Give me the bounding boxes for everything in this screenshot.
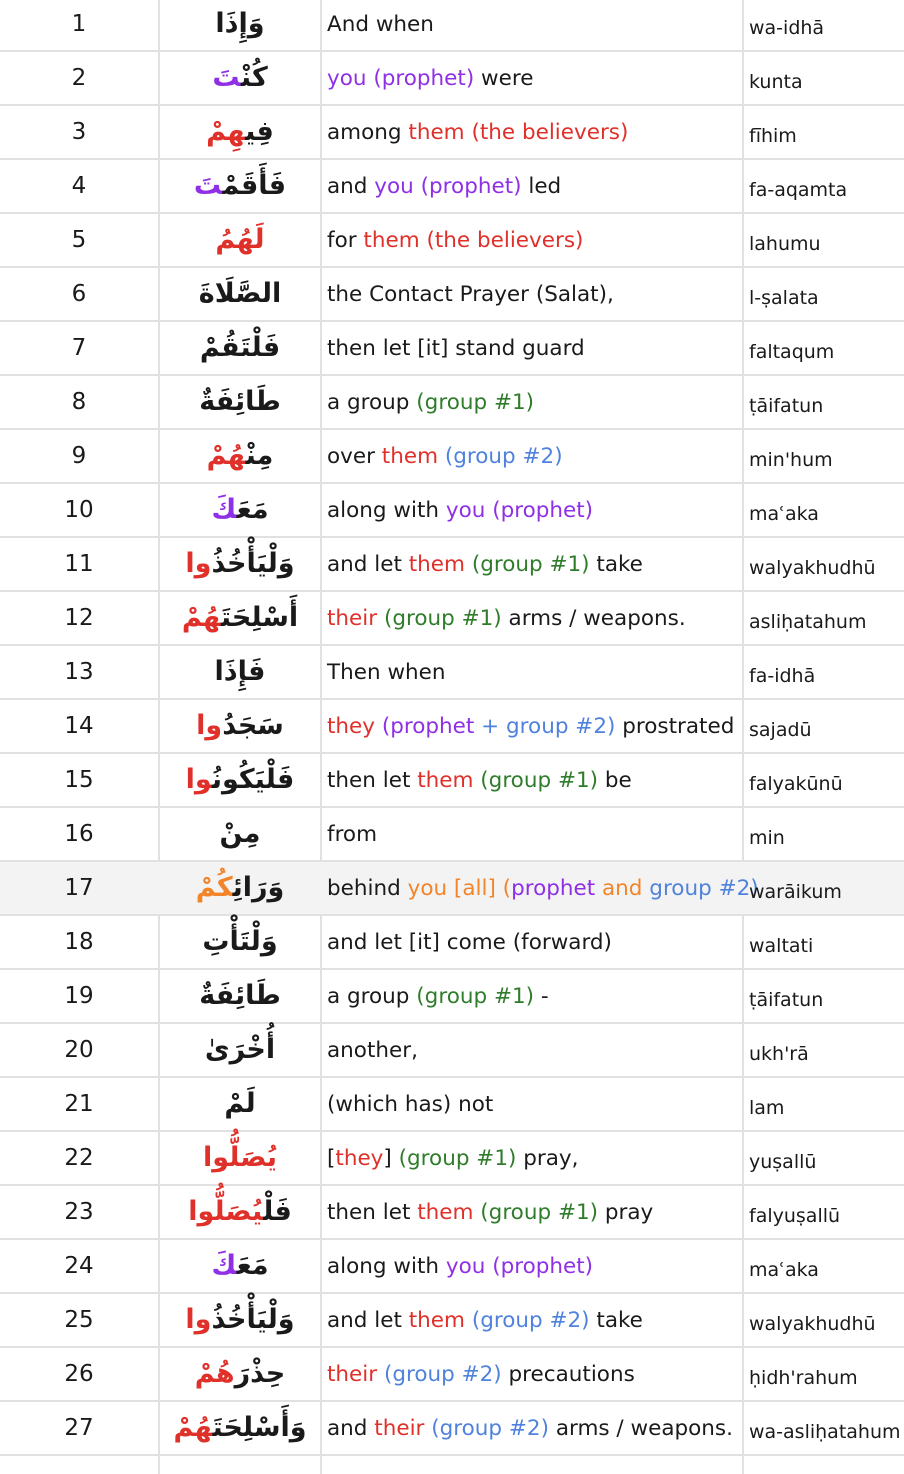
english-meaning-segment: precautions — [501, 1362, 635, 1387]
arabic-word — [160, 376, 320, 428]
arabic-word-segment: كُنْ — [240, 62, 268, 93]
english-meaning-segment: you (prophet) — [327, 66, 475, 91]
english-meaning — [322, 1024, 742, 1076]
arabic-word — [160, 484, 320, 536]
arabic-word-segment: هُمْ — [206, 440, 246, 471]
verse-word-number: 5 — [71, 227, 87, 253]
arabic-word — [160, 808, 320, 860]
english-meaning-segment: pray, — [516, 1146, 579, 1171]
arabic-word-segment: وا — [196, 710, 223, 741]
verse-word-number: 13 — [64, 659, 94, 685]
verse-word-number: 27 — [64, 1415, 94, 1441]
arabic-word — [160, 970, 320, 1022]
arabic-word-segment: تَ — [212, 62, 241, 93]
english-meaning-segment: they — [327, 714, 382, 739]
verse-word-number: 18 — [64, 929, 94, 955]
table-row — [0, 1294, 904, 1348]
verse-word-number: 1 — [71, 11, 87, 37]
transliteration: falyuṣallū — [749, 1205, 841, 1227]
arabic-word-segment: وا — [185, 764, 212, 795]
arabic-word — [160, 1078, 320, 1130]
table-row — [0, 538, 904, 592]
english-meaning-segment: you (prophet) — [445, 1254, 594, 1279]
verse-word-number: 20 — [64, 1037, 94, 1063]
english-meaning — [322, 916, 742, 968]
english-meaning-segment: them — [417, 768, 481, 793]
english-meaning — [322, 484, 742, 536]
table-row — [0, 106, 904, 160]
verse-word-number: 10 — [64, 497, 94, 523]
english-meaning — [322, 1348, 742, 1400]
arabic-word — [160, 268, 320, 320]
verse-word-number: 21 — [64, 1091, 94, 1117]
english-meaning-segment: (which has) not — [327, 1092, 494, 1117]
verse-word-number: 12 — [64, 605, 94, 631]
english-meaning-segment: another, — [327, 1038, 418, 1063]
arabic-word — [160, 592, 320, 644]
english-meaning — [322, 160, 742, 212]
english-meaning-segment: were — [474, 66, 534, 91]
arabic-word — [160, 1186, 320, 1238]
english-meaning — [322, 0, 742, 50]
english-meaning-segment: (group #2) — [471, 1308, 590, 1333]
arabic-word-segment: هُمْ — [173, 1412, 213, 1443]
arabic-word — [160, 52, 320, 104]
english-meaning-segment: and — [595, 876, 650, 901]
arabic-word-segment: هُمْ — [181, 602, 221, 633]
english-meaning-segment: (group #1) — [480, 1200, 599, 1225]
arabic-word — [160, 646, 320, 698]
verse-word-number: 2 — [71, 65, 87, 91]
arabic-word — [160, 862, 320, 914]
table-row — [0, 970, 904, 1024]
english-meaning — [322, 268, 742, 320]
english-meaning-segment: Then when — [327, 660, 446, 685]
english-meaning-segment: along with — [327, 498, 446, 523]
english-meaning — [322, 754, 742, 806]
arabic-word — [160, 916, 320, 968]
english-meaning-segment: (group #1) — [416, 984, 535, 1009]
table-row — [0, 214, 904, 268]
english-meaning — [322, 106, 742, 158]
transliteration: kunta — [749, 71, 803, 93]
arabic-word — [160, 700, 320, 752]
english-meaning-segment: their — [327, 1362, 384, 1387]
arabic-word-segment: كَ — [211, 494, 237, 525]
table-row — [0, 430, 904, 484]
table-row — [0, 1402, 904, 1456]
table-row — [0, 592, 904, 646]
arabic-word — [160, 1348, 320, 1400]
verse-word-number: 6 — [71, 281, 87, 307]
english-meaning-segment: arms / weapons. — [548, 1416, 733, 1441]
arabic-word — [160, 0, 320, 50]
english-meaning — [322, 1132, 742, 1184]
english-meaning — [322, 376, 742, 428]
english-meaning-segment: take — [589, 1308, 643, 1333]
arabic-word — [160, 214, 320, 266]
table-row — [0, 376, 904, 430]
english-meaning-segment: their — [327, 606, 384, 631]
arabic-word-segment: فَلْتَقُمْ — [199, 332, 281, 363]
english-meaning — [322, 538, 742, 590]
transliteration: wa-asliḥatahum — [749, 1421, 901, 1443]
english-meaning-segment: (group #1) — [398, 1146, 517, 1171]
english-meaning-segment: they — [335, 1146, 384, 1171]
verse-word-number: 25 — [64, 1307, 94, 1333]
transliteration: l-ṣalata — [749, 287, 819, 309]
english-meaning — [322, 430, 742, 482]
english-meaning-segment: arms / weapons. — [501, 606, 686, 631]
english-meaning — [322, 322, 742, 374]
arabic-word-segment: وَلْيَأْخُذُ — [211, 1304, 295, 1335]
table-row — [0, 1078, 904, 1132]
table-row — [0, 646, 904, 700]
table-row — [0, 1024, 904, 1078]
arabic-word-segment: يُصَلُّوا — [188, 1196, 264, 1227]
arabic-word-segment: وا — [185, 548, 212, 579]
arabic-word-segment: مِنْ — [245, 440, 274, 471]
english-meaning-segment: (group #2) — [444, 444, 563, 469]
arabic-word-segment: مِنْ — [219, 818, 261, 849]
english-meaning-segment: (group #2) — [431, 1416, 549, 1441]
arabic-word-segment: أُخْرَىٰ — [204, 1034, 276, 1065]
transliteration: fa-idhā — [749, 665, 816, 687]
table-row — [0, 1240, 904, 1294]
transliteration: ukh'rā — [749, 1043, 809, 1065]
arabic-word-segment: فِي — [245, 116, 274, 147]
english-meaning-segment: and — [327, 174, 375, 199]
arabic-word-segment: وَلْتَأْتِ — [202, 926, 278, 957]
table-row — [0, 1132, 904, 1186]
arabic-word-segment: حِذْرَ — [234, 1358, 286, 1389]
english-meaning-segment: you [all] ( — [407, 876, 512, 901]
transliteration: min'hum — [749, 449, 833, 471]
english-meaning-segment: a group — [327, 390, 417, 415]
transliteration: walyakhudhū — [749, 1313, 876, 1335]
table-row — [0, 1348, 904, 1402]
arabic-word-segment: لَهُمُ — [215, 224, 265, 255]
english-meaning-segment: their — [374, 1416, 432, 1441]
table-row — [0, 808, 904, 862]
verse-word-number: 3 — [71, 119, 87, 145]
table-row — [0, 0, 904, 52]
transliteration: ḥidh'rahum — [749, 1367, 858, 1389]
english-meaning — [322, 1402, 742, 1454]
table-row — [0, 1186, 904, 1240]
english-meaning-segment: (group #1) — [416, 390, 535, 415]
arabic-word-segment: فَلْ — [263, 1196, 292, 1227]
arabic-word-segment: تَ — [193, 170, 223, 201]
transliteration: wa-idhā — [749, 17, 825, 39]
english-meaning-segment: from — [327, 822, 378, 847]
english-meaning-segment: them — [408, 1308, 472, 1333]
transliteration: ṭāifatun — [749, 395, 824, 417]
english-meaning-segment: for — [327, 228, 364, 253]
english-meaning-segment: then let — [327, 1200, 418, 1225]
arabic-word-segment: الصَّلَاةَ — [198, 278, 282, 309]
arabic-word-segment: هُمْ — [194, 1358, 235, 1389]
english-meaning-segment: and let — [327, 552, 409, 577]
english-meaning-segment: + group #2) — [474, 714, 616, 739]
transliteration: falyakūnū — [749, 773, 843, 795]
table-row — [0, 52, 904, 106]
arabic-word-segment: هِمْ — [206, 116, 246, 147]
table-row — [0, 484, 904, 538]
english-meaning — [322, 1294, 742, 1346]
arabic-word-segment: وَإِذَا — [215, 8, 265, 39]
verse-word-number: 15 — [64, 767, 94, 793]
verse-word-number: 24 — [64, 1253, 94, 1279]
english-meaning-segment: And when — [327, 12, 434, 37]
transliteration: ṭāifatun — [749, 989, 824, 1011]
english-meaning — [322, 862, 759, 914]
english-meaning-segment: (prophet — [381, 714, 475, 739]
english-meaning-segment: and let [it] come (forward) — [327, 930, 612, 955]
arabic-word — [160, 430, 320, 482]
english-meaning — [322, 52, 742, 104]
transliteration: lahumu — [749, 233, 821, 255]
arabic-word — [160, 1024, 320, 1076]
verse-word-number: 11 — [64, 551, 94, 577]
english-meaning-segment: take — [589, 552, 643, 577]
arabic-word-segment: وَأَسْلِحَتَ — [212, 1412, 307, 1443]
english-meaning — [322, 1078, 742, 1130]
arabic-word-segment: كَ — [211, 1250, 237, 1281]
english-meaning-segment: and — [327, 1416, 375, 1441]
arabic-word-segment: وَلْيَأْخُذُ — [211, 548, 295, 579]
english-meaning-segment: along with — [327, 1254, 446, 1279]
arabic-word-segment: طَائِفَةٌ — [199, 386, 281, 417]
english-meaning — [322, 808, 742, 860]
verse-word-number: 26 — [64, 1361, 94, 1387]
transliteration: min — [749, 827, 785, 849]
english-meaning-segment: a group — [327, 984, 417, 1009]
english-meaning-segment: (group #1) — [480, 768, 599, 793]
arabic-word-segment: سَجَدُ — [222, 710, 284, 741]
arabic-word — [160, 538, 320, 590]
english-meaning-segment: behind — [327, 876, 408, 901]
english-meaning-segment: prostrated — [615, 714, 735, 739]
verse-word-number: 23 — [64, 1199, 94, 1225]
table-row — [0, 862, 904, 916]
verse-word-number: 8 — [71, 389, 87, 415]
english-meaning-segment: you (prophet) — [445, 498, 594, 523]
transliteration: faltaqum — [749, 341, 835, 363]
english-meaning-segment: pray — [598, 1200, 654, 1225]
arabic-word-segment: طَائِفَةٌ — [199, 980, 281, 1011]
english-meaning — [322, 1186, 742, 1238]
arabic-word — [160, 754, 320, 806]
arabic-word-segment: فَلْيَكُونُ — [211, 764, 295, 795]
arabic-word-segment: يُصَلُّوا — [203, 1142, 277, 1173]
english-meaning — [322, 214, 742, 266]
english-meaning-segment: (group #1) — [471, 552, 590, 577]
verse-word-number: 16 — [64, 821, 94, 847]
table-row — [0, 160, 904, 214]
transliteration: maʿaka — [749, 503, 819, 525]
english-meaning-segment: led — [521, 174, 562, 199]
english-meaning — [322, 592, 742, 644]
english-meaning-segment: over — [327, 444, 382, 469]
verse-word-number: 7 — [71, 335, 87, 361]
verse-word-number: 4 — [71, 173, 87, 199]
english-meaning-segment: among — [327, 120, 409, 145]
arabic-word — [160, 160, 320, 212]
english-meaning-segment: be — [598, 768, 632, 793]
table-row — [0, 754, 904, 808]
transliteration: lam — [749, 1097, 785, 1119]
arabic-word-segment: وَرَائِ — [232, 872, 285, 903]
english-meaning-segment: you (prophet) — [374, 174, 522, 199]
arabic-word-segment: وا — [185, 1304, 212, 1335]
arabic-word-segment: مَعَ — [236, 1250, 269, 1281]
transliteration: maʿaka — [749, 1259, 819, 1281]
transliteration: fa-aqamta — [749, 179, 848, 201]
english-meaning-segment: them — [408, 552, 472, 577]
verse-word-number: 14 — [64, 713, 94, 739]
transliteration: waltati — [749, 935, 814, 957]
english-meaning-segment: them — [417, 1200, 481, 1225]
transliteration: walyakhudhū — [749, 557, 876, 579]
table-row — [0, 700, 904, 754]
transliteration: fīhim — [749, 125, 797, 147]
english-meaning-segment: - — [534, 984, 549, 1009]
table-row — [0, 322, 904, 376]
table-row — [0, 916, 904, 970]
table-row — [0, 268, 904, 322]
english-meaning-segment: them (the believers) — [363, 228, 584, 253]
transliteration: asliḥatahum — [749, 611, 867, 633]
arabic-word-segment: فَإِذَا — [214, 656, 266, 687]
english-meaning — [322, 700, 742, 752]
english-meaning-segment: them (the believers) — [408, 120, 629, 145]
english-meaning-segment: the Contact Prayer (Salat), — [327, 282, 614, 307]
english-meaning-segment: then let — [327, 768, 418, 793]
arabic-word — [160, 1132, 320, 1184]
english-meaning-segment: (group #2) — [383, 1362, 502, 1387]
verse-word-number: 17 — [64, 875, 94, 901]
english-meaning-segment: prophet — [511, 876, 596, 901]
arabic-word-segment: فَأَقَمْ — [222, 170, 287, 201]
english-meaning-segment: group #2) — [649, 876, 759, 901]
english-meaning-segment: [ — [327, 1146, 336, 1171]
transliteration: sajadū — [749, 719, 812, 741]
transliteration: yuṣallū — [749, 1151, 817, 1173]
arabic-word-segment: أَسْلِحَتَ — [220, 602, 299, 633]
english-meaning — [322, 970, 742, 1022]
arabic-word — [160, 106, 320, 158]
english-meaning-segment: (group #1) — [383, 606, 502, 631]
arabic-word — [160, 322, 320, 374]
english-meaning — [322, 1240, 742, 1292]
verse-word-number: 19 — [64, 983, 94, 1009]
arabic-word — [160, 1402, 320, 1454]
verse-word-number: 22 — [64, 1145, 94, 1171]
arabic-word-segment: لَمْ — [224, 1088, 256, 1119]
english-meaning — [322, 646, 742, 698]
transliteration: warāikum — [749, 881, 842, 903]
arabic-word — [160, 1240, 320, 1292]
english-meaning-segment: and let — [327, 1308, 409, 1333]
arabic-word-segment: مَعَ — [236, 494, 269, 525]
english-meaning-segment: ] — [383, 1146, 399, 1171]
english-meaning-segment: then let [it] stand guard — [327, 336, 585, 361]
verse-word-number: 9 — [71, 443, 87, 469]
arabic-word — [160, 1294, 320, 1346]
arabic-word-segment: كُمْ — [195, 872, 233, 903]
english-meaning-segment: them — [381, 444, 445, 469]
